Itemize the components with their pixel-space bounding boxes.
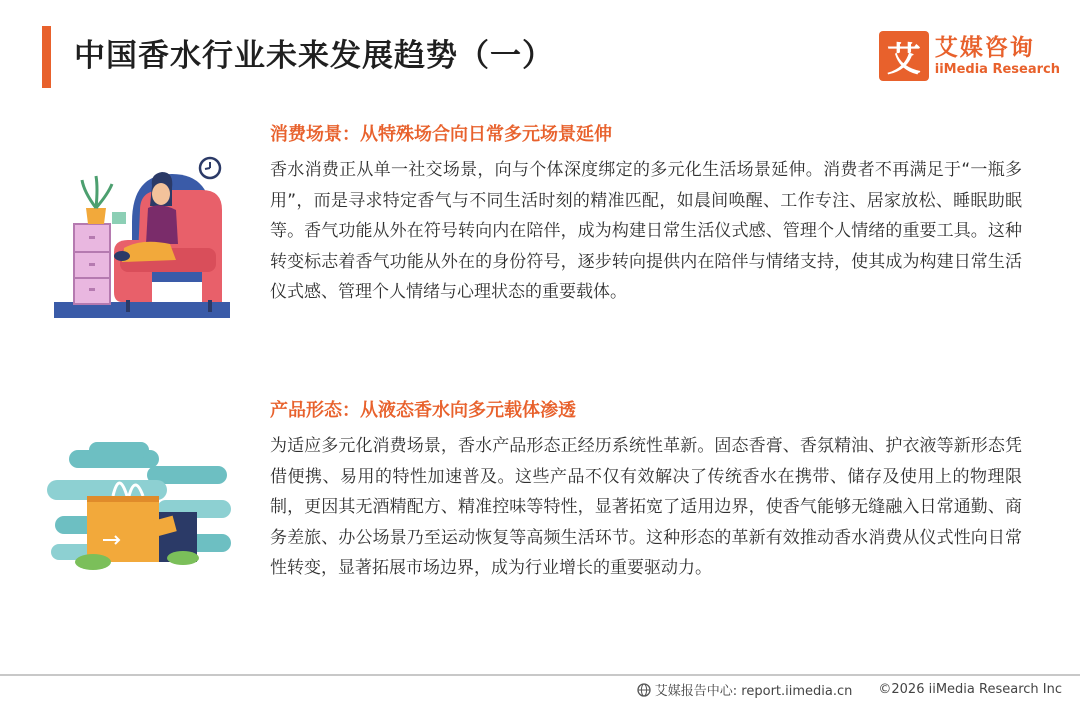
section-product-forms bbox=[270, 399, 1022, 584]
title-accent-bar bbox=[42, 26, 51, 88]
brand-logo-mark: 艾 bbox=[879, 31, 929, 81]
brand-name-cn: 艾媒咨询 bbox=[934, 34, 1035, 61]
brand-wordmark bbox=[935, 35, 1060, 78]
shopping-bags-illustration bbox=[47, 440, 232, 580]
section-heading: 产品形态：从液态香水向多元载体渗透 bbox=[270, 400, 576, 421]
section-body: 为适应多元化消费场景，香水产品形态正经历系统性革新。固态香膏、香氛精油、护衣液等新形态凭借便携、易用的特性加速普及。这些产品不仅有效解决了传统香水在携带、储存及使用上的物理限制，更因其无酒精配方、精准控味等特性，显著拓宽了适用边界，使香气能够无缝融入日常通勤、商务差旅、办公场景乃至运动恢复等高频生活环节。这种形态的革新有效推动香水消费从仪式性向日常性转变，显著拓展市场边界，成为行业增长的重要驱动力。 bbox=[270, 436, 1022, 578]
woman-relaxing-armchair-illustration bbox=[52, 152, 232, 324]
section-consumption-scenarios bbox=[270, 123, 1022, 308]
footer bbox=[637, 680, 1062, 699]
section-heading: 消费场景：从特殊场合向日常多元场景延伸 bbox=[270, 124, 612, 145]
brand-name-en: iiMedia Research bbox=[934, 61, 1060, 77]
globe-icon bbox=[637, 683, 651, 697]
footer-source: 艾媒报告中心: report.iimedia.cn bbox=[654, 684, 853, 699]
footer-copyright: ©2026 iiMedia Research Inc bbox=[878, 682, 1062, 697]
section-body: 香水消费正从单一社交场景，向与个体深度绑定的多元化生活场景延伸。消费者不再满足于“一瓶多用”，而是寻求特定香气与不同生活时刻的精准匹配，如晨间唤醒、工作专注、居家放松、睡眠助眠等。香气功能从外在符号转向内在陪伴，成为构建日常生活仪式感、管理个人情绪的重要工具。这种转变标志着香气功能从外在的身份符号，逐步转向提供内在陪伴与情绪支持，使其成为构建日常生活仪式感、管理个人情绪与心理状态的重要载体。 bbox=[270, 160, 1022, 302]
brand-logo bbox=[879, 30, 1060, 82]
page-title: 中国香水行业未来发展趋势（一） bbox=[74, 38, 554, 74]
footer-divider bbox=[0, 674, 1080, 676]
